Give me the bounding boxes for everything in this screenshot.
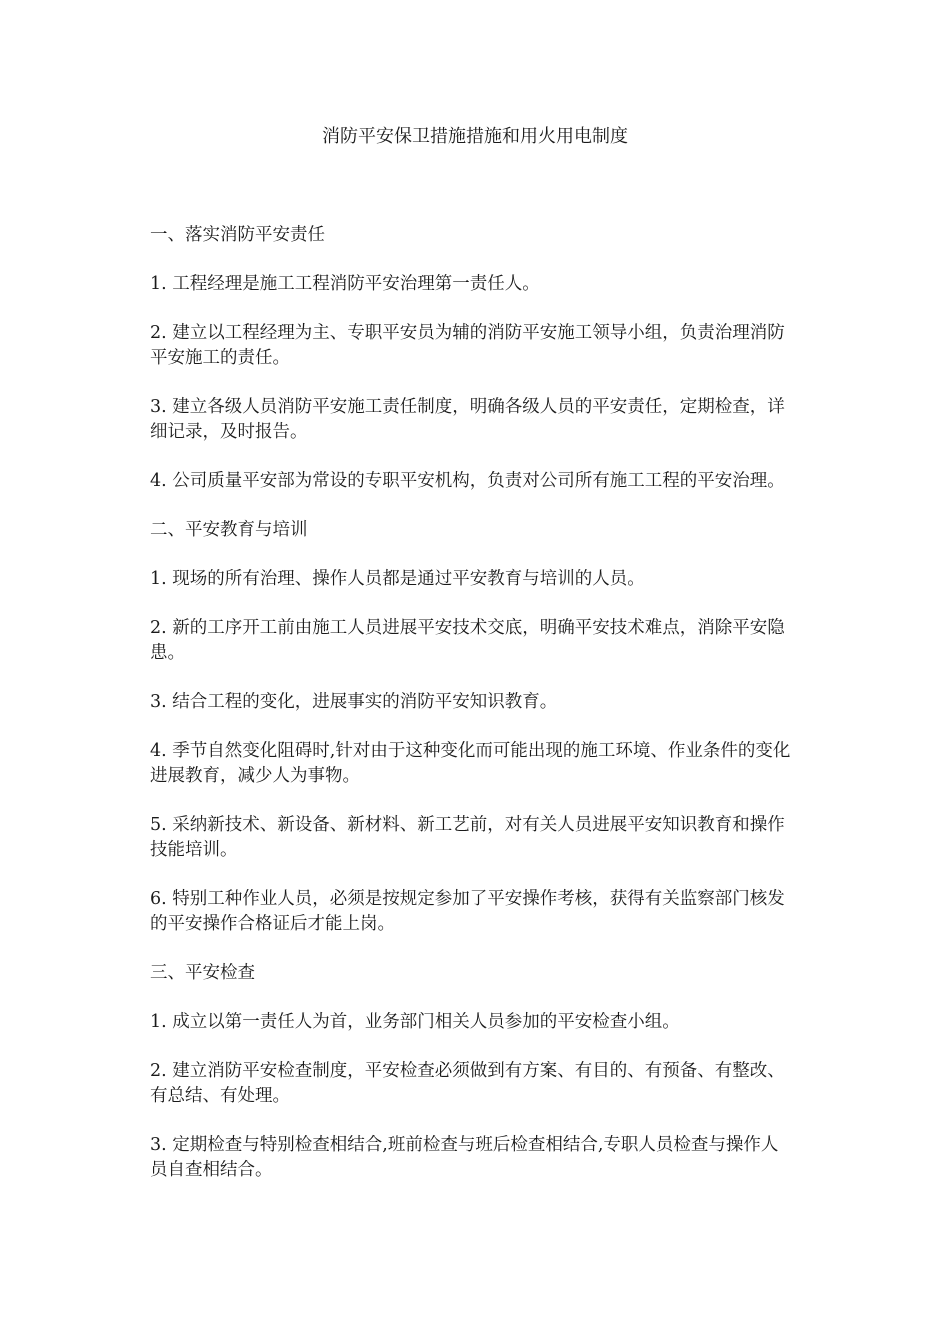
list-item: 2. 建立消防平安检查制度，平安检查必须做到有方案、有目的、有预备、有整改、有总结、有处理。 <box>150 1061 785 1106</box>
list-item: 1. 工程经理是施工工程消防平安治理第一责任人。 <box>150 274 540 294</box>
document-title: 消防平安保卫措施措施和用火用电制度 <box>322 126 628 147</box>
list-item: 2. 建立以工程经理为主、专职平安员为辅的消防平安施工领导小组，负责治理消防平安施工的责任。 <box>150 323 785 368</box>
list-item: 3. 建立各级人员消防平安施工责任制度，明确各级人员的平安责任，定期检查，详细记录，及时报告。 <box>150 397 785 442</box>
list-item: 4. 季节自然变化阻碍时,针对由于这种变化而可能出现的施工环境、作业条件的变化进展教育，减少人为事物。 <box>150 741 791 786</box>
list-item: 2. 新的工序开工前由施工人员进展平安技术交底，明确平安技术难点，消除平安隐患。 <box>150 618 785 663</box>
section-heading: 二、平安教育与培训 <box>150 520 308 540</box>
list-item: 3. 结合工程的变化，进展事实的消防平安知识教育。 <box>150 692 558 712</box>
section-heading: 三、平安检查 <box>150 963 255 983</box>
list-item: 1. 现场的所有治理、操作人员都是通过平安教育与培训的人员。 <box>150 569 645 589</box>
section-heading: 一、落实消防平安责任 <box>150 225 325 245</box>
list-item: 1. 成立以第一责任人为首，业务部门相关人员参加的平安检查小组。 <box>150 1012 680 1032</box>
list-item: 4. 公司质量平安部为常设的专职平安机构，负责对公司所有施工工程的平安治理。 <box>150 471 785 491</box>
list-item: 3. 定期检查与特别检查相结合,班前检查与班后检查相结合,专职人员检查与操作人员自查相结合。 <box>150 1135 779 1180</box>
document-body <box>150 223 795 1207</box>
list-item: 5. 采纳新技术、新设备、新材料、新工艺前，对有关人员进展平安知识教育和操作技能培训。 <box>150 815 785 860</box>
list-item: 6. 特别工种作业人员，必须是按规定参加了平安操作考核，获得有关监察部门核发的平安操作合格证后才能上岗。 <box>150 889 785 934</box>
